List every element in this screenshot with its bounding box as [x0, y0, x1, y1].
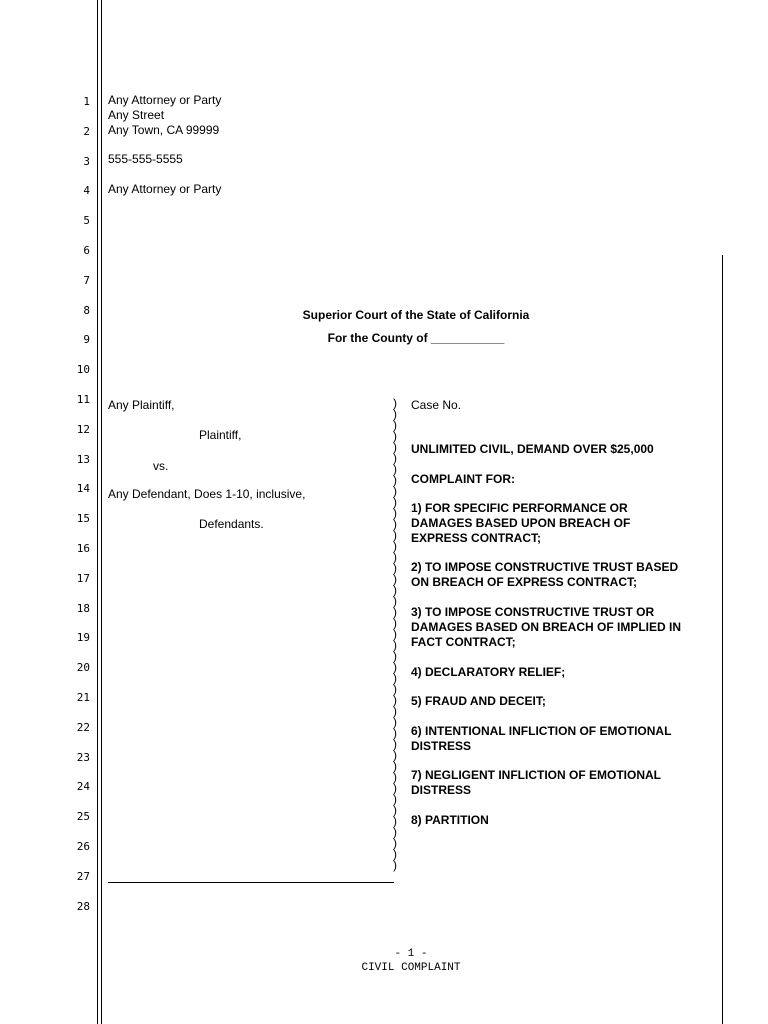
- cause-line: 6) INTENTIONAL INFLICTION OF EMOTIONAL: [411, 724, 672, 738]
- line-number: 21: [76, 691, 90, 704]
- footer-title: CIVIL COMPLAINT: [361, 962, 461, 974]
- left-margin-rule-outer: [97, 0, 98, 1024]
- line-number: 6: [83, 244, 90, 257]
- line-number: 22: [76, 720, 90, 734]
- cause-line: FACT CONTRACT;: [411, 635, 516, 649]
- cause-line: 4) DECLARATORY RELIEF;: [411, 665, 566, 679]
- cause-line: 1) FOR SPECIFIC PERFORMANCE OR: [411, 501, 628, 515]
- line-number: 20: [76, 661, 90, 675]
- attorney-phone: 555-555-5555: [108, 152, 183, 166]
- cause-line: EXPRESS CONTRACT;: [411, 531, 542, 545]
- cause-line: DISTRESS: [411, 739, 472, 753]
- line-number: 10: [76, 363, 90, 377]
- cause-line: 8) PARTITION: [411, 813, 489, 827]
- cause-line: DAMAGES BASED UPON BREACH OF: [411, 516, 631, 530]
- cause-line: ON BREACH OF EXPRESS CONTRACT;: [411, 575, 638, 589]
- line-number: 5: [83, 214, 90, 228]
- line-number: 24: [76, 780, 90, 794]
- line-number: 8: [83, 303, 90, 317]
- cause-line: 2) TO IMPOSE CONSTRUCTIVE TRUST BASED: [411, 560, 679, 574]
- line-number: 17: [76, 571, 90, 585]
- attorney-for: Any Attorney or Party: [108, 182, 222, 196]
- line-number: 23: [76, 750, 90, 764]
- line-number: 11: [76, 393, 90, 406]
- cause-line: DISTRESS: [411, 783, 472, 797]
- line-number: 16: [76, 542, 90, 555]
- caption-parentheses: ) ) ) ) ) ) ) ) ) ) ) ) ) ) ) ) ) ) ) ) ) ) ) ) ) ) ) ) ) ) ) ) ) ) ) ) ) ) ) ) ) ) ): [393, 396, 397, 872]
- line-number: 19: [76, 631, 90, 645]
- attorney-city: Any Town, CA 99999: [108, 123, 220, 137]
- line-number: 2: [83, 124, 90, 138]
- attorney-street: Any Street: [108, 108, 165, 122]
- case-number-label: Case No.: [411, 398, 462, 412]
- court-county: For the County of ___________: [327, 331, 505, 345]
- line-number: 18: [76, 601, 90, 615]
- line-number: 3: [83, 154, 90, 168]
- line-number: 7: [83, 273, 90, 287]
- line-number: 9: [83, 333, 90, 347]
- versus-text: vs.: [153, 459, 169, 473]
- line-number: 26: [76, 840, 90, 853]
- page-number: - 1 -: [394, 948, 428, 960]
- line-number: 14: [76, 482, 90, 496]
- line-number: 25: [76, 810, 90, 824]
- case-classification: UNLIMITED CIVIL, DEMAND OVER $25,000: [411, 442, 654, 456]
- cause-line: DAMAGES BASED ON BREACH OF IMPLIED IN: [411, 620, 682, 634]
- left-margin-rule-inner: [101, 0, 102, 1024]
- line-number: 13: [76, 452, 90, 466]
- line-number: 1: [83, 95, 90, 108]
- caption-bottom-line: [108, 882, 394, 883]
- court-name: Superior Court of the State of California: [302, 308, 530, 322]
- plaintiff-role: Plaintiff,: [199, 428, 242, 442]
- plaintiff-name: Any Plaintiff,: [108, 398, 175, 412]
- line-number: 4: [83, 184, 90, 198]
- line-number: 15: [76, 512, 90, 526]
- line-number: 28: [76, 899, 90, 913]
- defendant-name: Any Defendant, Does 1-10, inclusive,: [108, 487, 306, 501]
- cause-line: 3) TO IMPOSE CONSTRUCTIVE TRUST OR: [411, 605, 655, 619]
- line-number: 12: [76, 422, 90, 436]
- cause-line: 7) NEGLIGENT INFLICTION OF EMOTIONAL: [411, 768, 661, 782]
- line-number: 27: [76, 869, 90, 883]
- cause-line: 5) FRAUD AND DECEIT;: [411, 694, 546, 708]
- right-margin-rule: [722, 255, 723, 1024]
- attorney-name: Any Attorney or Party: [108, 93, 222, 107]
- complaint-for-heading: COMPLAINT FOR:: [411, 472, 515, 486]
- defendant-role: Defendants.: [199, 517, 264, 531]
